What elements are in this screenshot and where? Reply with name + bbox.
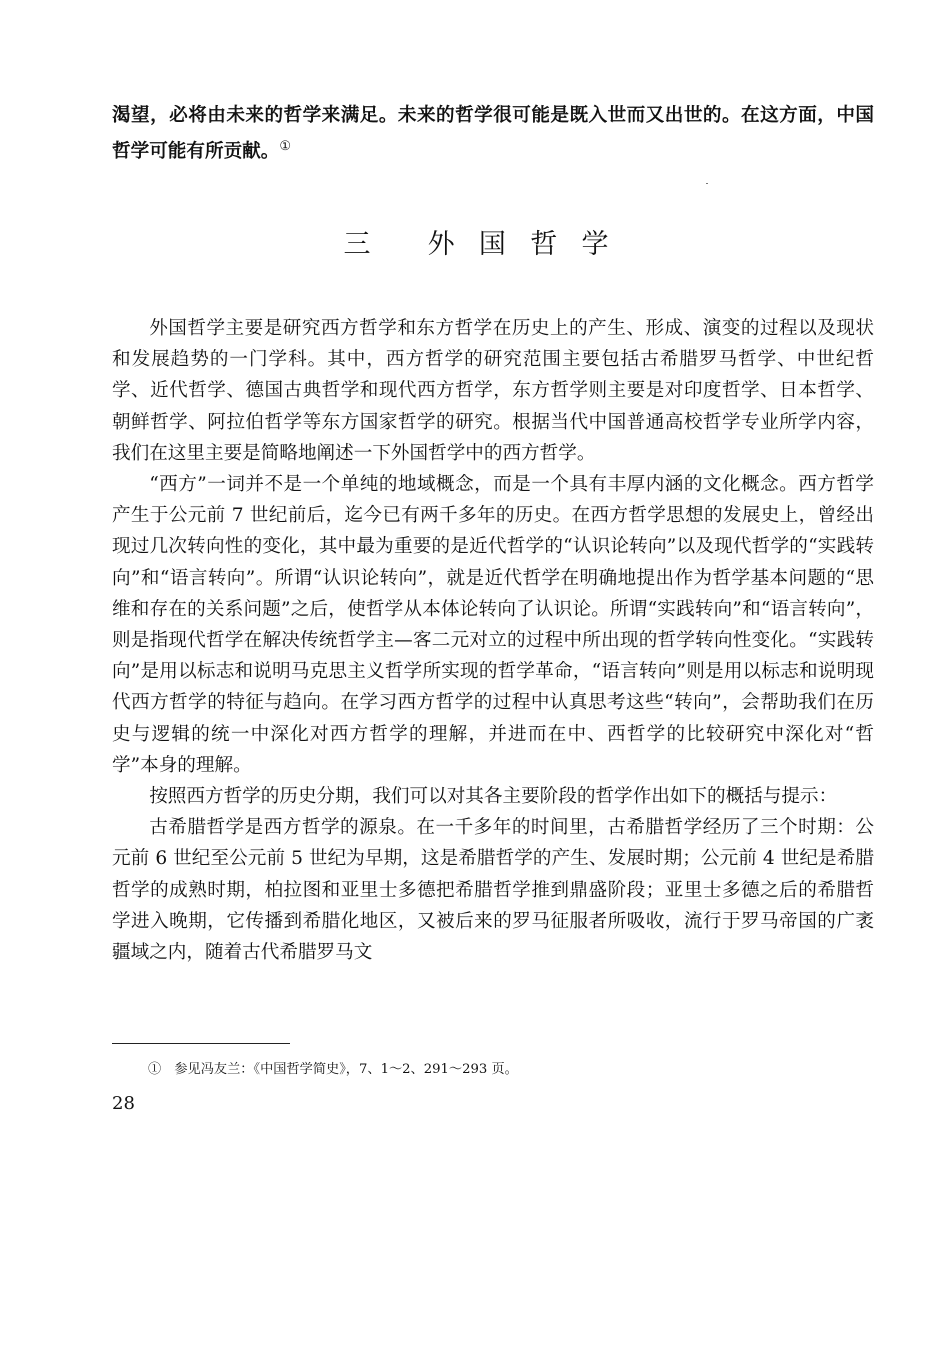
paragraph-3: 按照西方哲学的历史分期，我们可以对其各主要阶段的哲学作出如下的概括与提示： bbox=[149, 786, 838, 808]
page-number: 28 bbox=[112, 1093, 135, 1114]
footnote: ① 参见冯友兰：《中国哲学简史》，7、1～2、291～293 页。 bbox=[148, 1062, 518, 1077]
footnote-reference-mark: ① bbox=[279, 139, 292, 155]
continuation-paragraph bbox=[112, 100, 874, 168]
paragraph-4: 古希腊哲学是西方哲学的源泉。在一千多年的时间里，古希腊哲学经历了三个时期：公元前 6 世纪至公元前 5 世纪为早期，这是希腊哲学的产生、发展时期；公元前 4 世纪是希腊哲学的成熟时期，柏拉图和亚里士多德把希腊哲学推到鼎盛阶段；亚里士多德之后的希腊哲学进入晚期，它传播到希腊化地区，又被后来的罗马征服者所吸收，流行于罗马帝国的广袤疆域之内，随着古代希腊罗马文 bbox=[112, 817, 874, 964]
section-heading: 三 外国哲学 bbox=[343, 229, 633, 260]
paragraph-1: 外国哲学主要是研究西方哲学和东方哲学在历史上的产生、形成、演变的过程以及现状和发展趋势的一门学科。其中，西方哲学的研究范围主要包括古希腊罗马哲学、中世纪哲学、近代哲学、德国古典哲学和现代西方哲学，东方哲学则主要是对印度哲学、日本哲学、朝鲜哲学、阿拉伯哲学等东方国家哲学的研究。根据当代中国普通高校哲学专业所学内容，我们在这里主要是简略地阐述一下外国哲学中的西方哲学。 bbox=[112, 318, 874, 464]
body-text bbox=[112, 313, 874, 968]
paragraph-2: “西方”一词并不是一个单纯的地域概念，而是一个具有丰厚内涵的文化概念。西方哲学产生于公元前 7 世纪前后，迄今已有两千多年的历史。在西方哲学思想的发展史上，曾经出现过几次转向性的变化，其中最为重要的是近代哲学的“认识论转向”以及现代哲学的“实践转向”和“语言转向”。所谓“认识论转向”，就是近代哲学在明确地提出作为哲学基本问题的“思维和存在的关系问题”之后，使哲学从本体论转向了认识论。所谓“实践转向”和“语言转向”，则是指现代哲学在解决传统哲学主—客二元对立的过程中所出现的哲学转向性变化。“实践转向”是用以标志和说明马克思主义哲学所实现的哲学革命，“语言转向”则是用以标志和说明现代西方哲学的特征与趋向。在学习西方哲学的过程中认真思考这些“转向”，会帮助我们在历史与逻辑的统一中深化对西方哲学的理解，并进而在中、西哲学的比较研究中深化对“哲学”本身的理解。 bbox=[112, 474, 874, 776]
footnote-divider bbox=[112, 1043, 290, 1044]
continuation-text: 渴望，必将由未来的哲学来满足。未来的哲学很可能是既入世而又出世的。在这方面，中国哲学可能有所贡献。 bbox=[112, 105, 874, 163]
scan-speck bbox=[706, 183, 708, 184]
